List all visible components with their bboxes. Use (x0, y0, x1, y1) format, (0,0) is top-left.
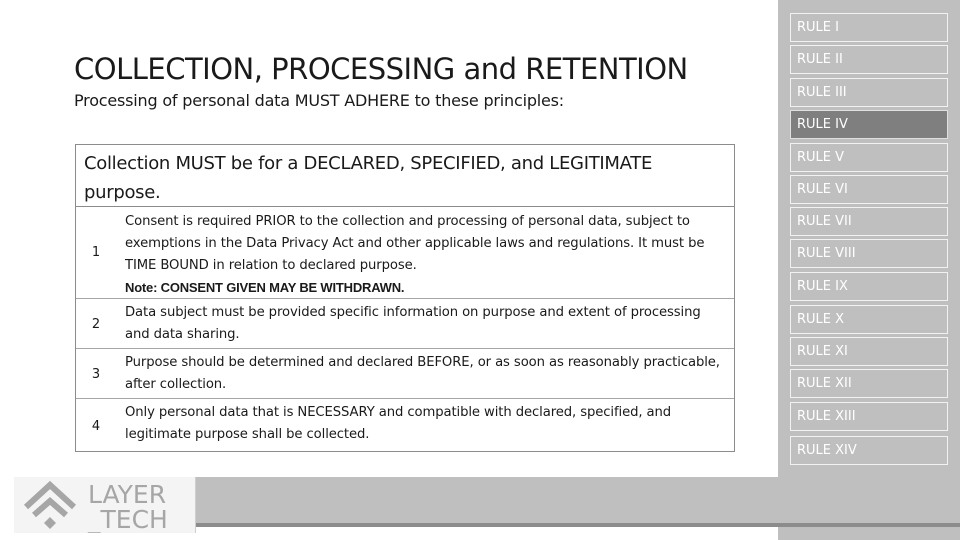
rule-5-button[interactable]: RULE V (790, 143, 948, 172)
rule-14-button[interactable]: RULE XIV (790, 436, 948, 465)
rule-10-button[interactable]: RULE X (790, 305, 948, 334)
layered-diamond-logo-icon (14, 477, 196, 533)
table-row (76, 299, 734, 349)
footer-rule-line (196, 523, 960, 527)
row-note: Note: CONSENT GIVEN MAY BE WITHDRAWN. (125, 280, 405, 295)
table-row (76, 207, 734, 299)
page-title: COLLECTION, PROCESSING and RETENTION (74, 52, 688, 86)
row-text: Only personal data that is NECESSARY and compatible with declared, specified, and legitimate purpose shall be collected. (125, 405, 672, 442)
rule-4-button[interactable]: RULE IV (790, 110, 948, 139)
rule-6-button[interactable]: RULE VI (790, 175, 948, 204)
row-number: 1 (91, 245, 101, 260)
table-row (76, 399, 734, 451)
principles-table (75, 144, 735, 452)
row-number: 4 (91, 419, 101, 434)
rule-1-button[interactable]: RULE I (790, 13, 948, 42)
page-subtitle: Processing of personal data MUST ADHERE to these principles: (74, 91, 564, 110)
logo-text-line2: _TECH (88, 505, 168, 533)
row-text: Data subject must be provided specific information on purpose and extent of processing and data sharing. (125, 305, 701, 342)
table-row (76, 349, 734, 399)
rule-2-button[interactable]: RULE II (790, 45, 948, 74)
row-text: Purpose should be determined and declared BEFORE, or as soon as reasonably practicable, after collection. (125, 355, 720, 392)
row-number: 3 (91, 367, 101, 382)
rule-7-button[interactable]: RULE VII (790, 207, 948, 236)
row-text: Consent is required PRIOR to the collection and processing of personal data, subject to exemptions in the Data Privacy Act and other applicable laws and regulations. It must be TIME BOUND in relation to declared purpose. (125, 214, 705, 273)
rule-13-button[interactable]: RULE XIII (790, 402, 948, 431)
rule-11-button[interactable]: RULE XI (790, 337, 948, 366)
row-number: 2 (91, 317, 101, 332)
rule-3-button[interactable]: RULE III (790, 78, 948, 107)
footer-bar (196, 477, 960, 523)
rule-9-button[interactable]: RULE IX (790, 272, 948, 301)
principle-heading: Collection MUST be for a DECLARED, SPECIFIED, and LEGITIMATE purpose. (76, 145, 734, 207)
rule-8-button[interactable]: RULE VIII (790, 239, 948, 268)
logo-text-line1: LAYER (88, 480, 167, 509)
company-logo (14, 477, 196, 533)
rule-12-button[interactable]: RULE XII (790, 369, 948, 398)
